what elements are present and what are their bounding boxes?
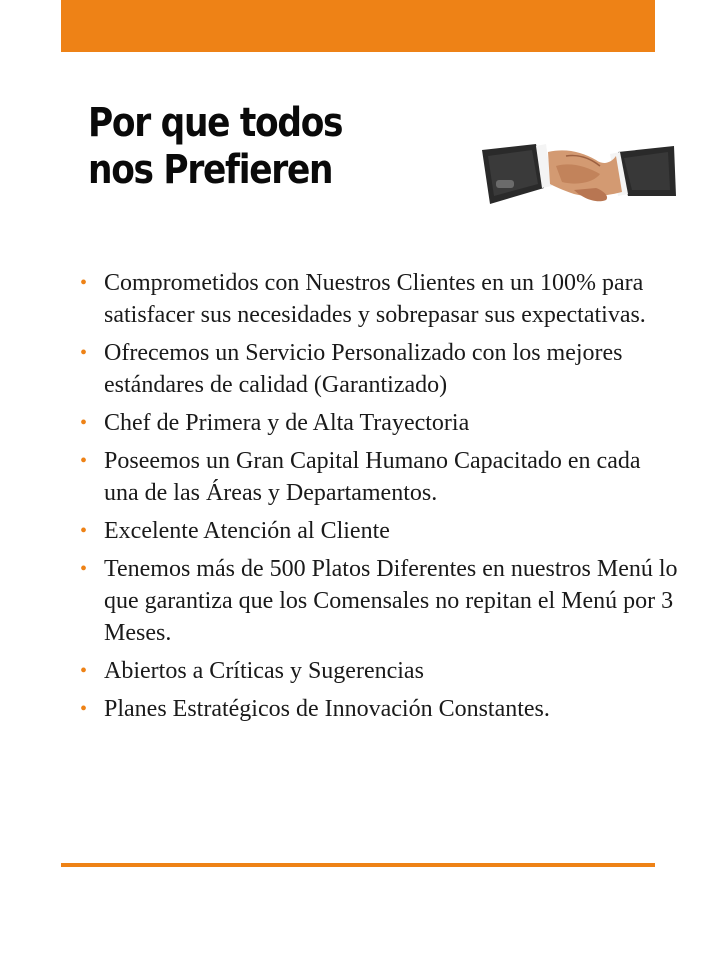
bullet-text: Ofrecemos un Servicio Personalizado con los mejores estándares de calidad (Garantizado): [104, 340, 623, 398]
bullet-marker: •: [80, 520, 88, 542]
bullet-text: Abiertos a Críticas y Sugerencias: [104, 658, 424, 684]
bullet-text: Chef de Primera y de Alta Trayectoria: [104, 410, 470, 436]
top-accent-bar: [61, 0, 655, 52]
bullet-text: Comprometidos con Nuestros Clientes en un 100% para satisfacer sus necesidades y sobrepasar sus expectativas.: [104, 270, 646, 328]
bullet-marker: •: [80, 342, 88, 364]
list-item: [78, 693, 678, 725]
list-item: [78, 445, 678, 509]
bullet-marker: •: [80, 272, 88, 294]
bullet-list: [78, 267, 678, 731]
list-item: [78, 407, 678, 439]
slide-title: Por que todos nos Prefieren: [88, 100, 343, 193]
list-item: [78, 655, 678, 687]
bullet-text: Poseemos un Gran Capital Humano Capacitado en cada una de las Áreas y Departamentos.: [104, 448, 641, 506]
list-item: [78, 515, 678, 547]
bullet-marker: •: [80, 450, 88, 472]
bottom-accent-line: [61, 863, 655, 867]
bullet-marker: •: [80, 558, 88, 580]
bullet-text: Excelente Atención al Cliente: [104, 518, 390, 544]
list-item: [78, 337, 678, 401]
list-item: [78, 267, 678, 331]
list-item: [78, 553, 678, 649]
bullet-marker: •: [80, 660, 88, 682]
handshake-image: [478, 138, 680, 214]
bullet-text: Tenemos más de 500 Platos Diferentes en nuestros Menú lo que garantiza que los Comensales no repitan el Menú por 3 Meses.: [104, 556, 678, 646]
bullet-marker: •: [80, 698, 88, 720]
bullet-text: Planes Estratégicos de Innovación Constantes.: [104, 696, 550, 722]
bullet-marker: •: [80, 412, 88, 434]
